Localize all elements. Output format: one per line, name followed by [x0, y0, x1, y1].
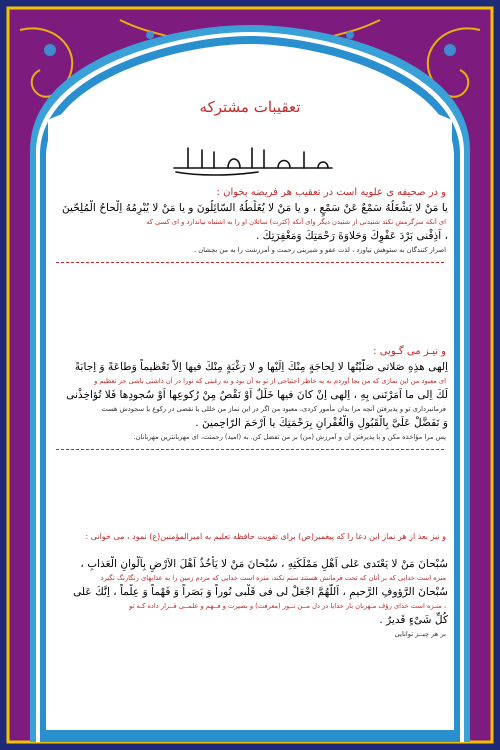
line: اصرار کنندگان به ستوهش نیاورد ، لذت عفو و شیرینی رحمت و آمرزشت را به من بچشان .: [193, 246, 446, 254]
divider: [56, 448, 444, 450]
line: بر هر چیــز توانایی: [394, 630, 446, 638]
line: وَ تَفَضَّلْ عَلَیَّ بِالْقَبُولِ وَالْغُفْرانِ بِرَحْمَتِكَ یا اَرْحَمَ الرّاحِمینَ .: [195, 417, 448, 429]
line: اِلهی هذِهِ صَلاتی صَلَّیْتُها لا لِحاجَةٍ مِنْكَ اِلَیْها و لا رَغْبَةٍ مِنْكَ فیها اِلاّ تَعْظیماً وَطاعَةً وَ اِجابَةً: [74, 361, 448, 373]
bismillah-calligraphy: [168, 142, 338, 176]
section-heading: و در صحیفه ی علویه است در تعقیب هر فریضه بخوان :: [216, 187, 446, 198]
divider: [56, 261, 444, 263]
section-heading: و نیز بعد از هر نماز این دعا را که پیغمبر(ص) برای تقویت حافظه تعلیم به امیرالمؤمنین(ع) نمود ، می خوانی :: [85, 532, 446, 541]
line: لَكَ اِلی ما اَمَرْتَنی بِهِ ، اِلهی اِنْ كانَ فیها خَلَلٌ اَوْ نَقْصٌ مِنْ رُكوعِها اَوْ سُجودِها فَلا تُؤاخِذْنی: [66, 389, 448, 401]
line: ای آنکه سرگرمش نکند شنیدنی از شنیدن دیگر وای آنکه (کثرت) سائلان او را به اشتباه نیاندازد و ای کسی که: [146, 218, 446, 226]
section-2: [48, 345, 452, 454]
content-panel: [48, 90, 452, 724]
line: ، اَذِقْنی بَرْدَ عَفْوِكَ وَحَلاوَةَ رَحْمَتِكَ وَمَغْفِرَتِكَ .: [255, 230, 448, 242]
line: فرمانبرداری تو و پذیرفتن آنچه مرا بدان مأمور کردی، معبود من اگر در این نماز من خللی یا نقصی در رکوع یا سجودش هست: [101, 405, 446, 413]
line: پس مرا مؤاخذه مکن و با پذیرفتن آن و آمرزش (من) بر من تفضل کن. به (امید) رحمتت، ای مهربانترین مهربانان.: [133, 433, 446, 441]
line: منزه است خدایی که بر آنان که تحت فرمانش هستند ستم نکند، منزه است خدایی که مردم زمین را به عذابهای رنگارنگ نگیرد: [100, 574, 446, 582]
line: ای معبود من این نمازی که من بجا آوردم نه به خاطر احتیاجی از تو به آن بود و نه رغبتی که تورا در آن داشتی باشی جز تعظیم و: [94, 377, 446, 385]
section-1: [48, 186, 452, 267]
line: سُبْحانَ الرَّؤوفِ الرَّحیمِ ، اَللّهُمَّ اجْعَلْ لی فی قَلْبی نُوراً وَ بَصَراً وَ فَهْماً وَ عِلْماً ، اِنَّكَ عَلی: [73, 586, 448, 598]
line: یا مَنْ لا یَشْغَلُهُ سَمْعٌ عَنْ سَمْعٍ ، و یا مَنْ لا یُغَلِّطُهُ السّائِلُونَ و یا مَنْ لا یُبْرِمُهُ اِلْحاحُ الْمُلِحّینَ: [61, 202, 448, 214]
section-heading: و نیـز می گـویی :: [373, 346, 446, 357]
page-title: تعقیبات مشترکه: [199, 98, 301, 116]
line: كُلِّ شَیْءٍ قَدیرٌ .: [379, 614, 448, 626]
line: ، منـزه است خدای رؤف مـهربان بار خدایا در دل مــن نــور (معرفت) و بصیرت و فــهم و علمــی قــرار داده کـه تو: [129, 602, 446, 610]
line: سُبْحانَ مَنْ لا یَعْتَدی عَلی اَهْلِ مَمْلَكَتِهِ ، سُبْحانَ مَنْ لا یَأخُذُ اَهْلَ الاَرْضِ بِاَلْوانِ الْعَذابِ ،: [80, 558, 448, 570]
section-3: [48, 530, 452, 640]
